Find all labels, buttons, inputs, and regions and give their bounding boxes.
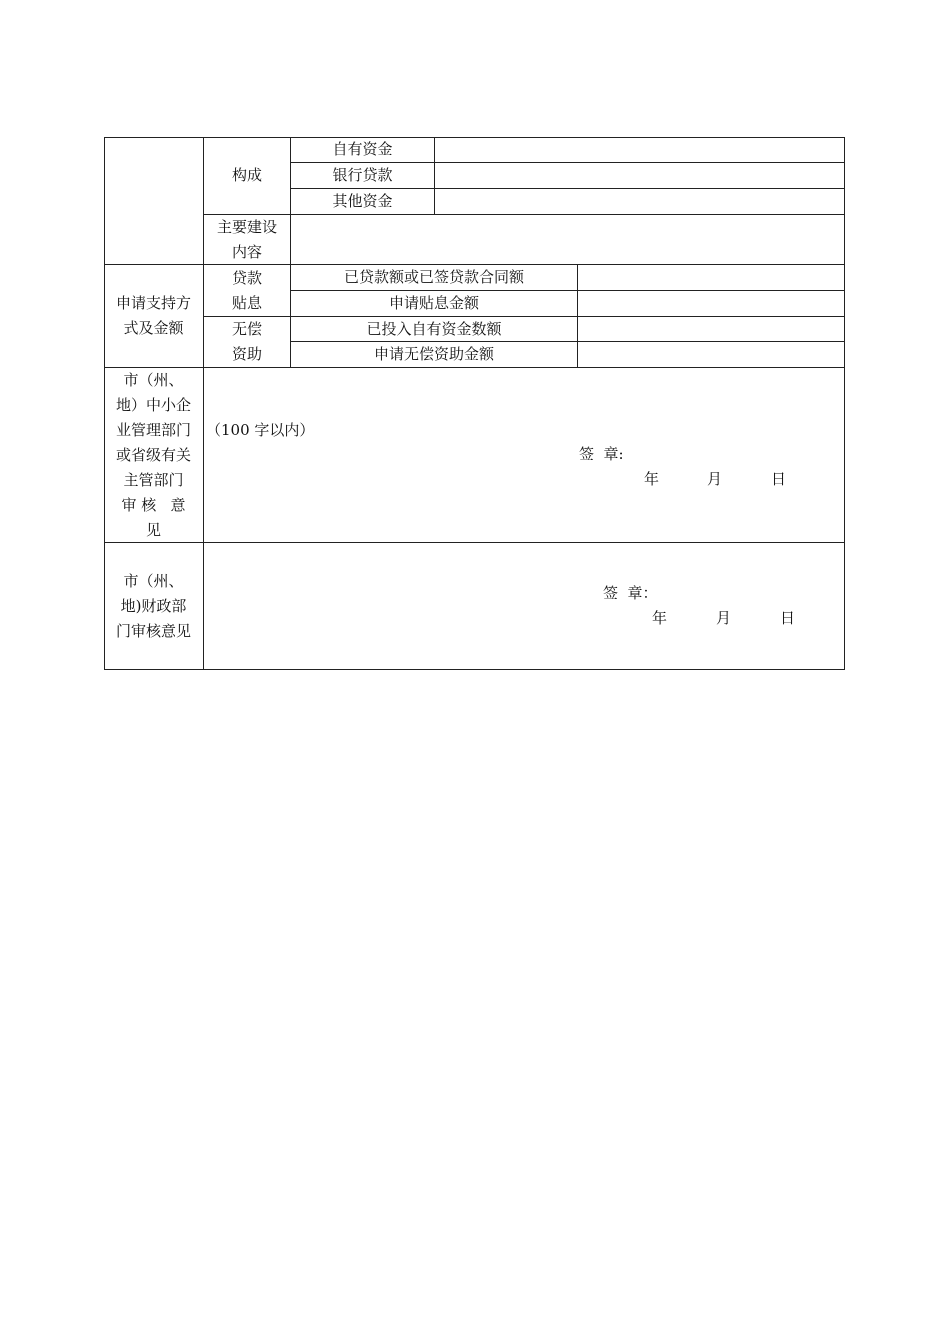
free-grant-label [204,317,290,367]
finance-review-day: 日 [780,609,796,627]
dept-review-label-line: 见 [145,520,161,539]
dept-review-year: 年 [644,470,660,488]
main-content-label-line2: 内容 [231,242,262,261]
main-content-label [204,215,290,264]
dept-review-label-line: 主管部门 [123,470,184,489]
main-content-value[interactable] [291,215,845,264]
free-grant-label-line2: 资助 [231,345,262,363]
dept-review-day: 日 [771,470,787,488]
finance-review-year: 年 [652,609,668,627]
finance-review-seal: 签 章： [603,584,658,602]
dept-review-label-line: 或省级有关 [115,445,191,464]
loan-subsidy-label-line2: 贴息 [231,293,262,312]
support-method-label-line1: 申请支持方 [115,294,191,312]
invested-funds-label: 已投入自有资金数额 [366,319,502,338]
free-grant-label-line1: 无偿 [231,320,262,338]
dept-review-opinion-field[interactable] [204,368,845,542]
loaned-amount-label: 已贷款额或已签贷款合同额 [343,268,524,286]
finance-review-label-line: 门审核意见 [115,622,191,640]
finance-review-opinion-field[interactable] [204,543,845,670]
support-method-label [104,265,203,367]
dept-review-label [104,368,203,542]
subsidy-amount-value[interactable] [578,291,845,316]
subsidy-amount-label: 申请贴息金额 [388,294,479,312]
loan-subsidy-label-line1: 贷款 [231,268,262,287]
finance-review-label-line: 市（州、 [123,572,184,590]
dept-review-seal: 签 章: [579,445,624,463]
invested-funds-value[interactable] [578,317,845,341]
support-method-label-line2: 式及金额 [123,319,184,337]
bank-loan-value[interactable] [435,163,845,188]
dept-review-label-line: 业管理部门 [115,420,191,439]
own-funds-value[interactable] [435,137,845,162]
other-funds-value[interactable] [435,189,845,214]
loaned-amount-value[interactable] [578,265,845,290]
bank-loan-label: 银行贷款 [332,166,393,184]
dept-review-label-line: 审 核 意 [121,495,186,514]
dept-review-label-line: 地）中小企 [115,395,191,414]
grant-amount-value[interactable] [578,342,845,367]
finance-review-month: 月 [716,609,732,627]
main-content-label-line1: 主要建设 [216,217,277,236]
other-funds-label: 其他资金 [332,192,393,210]
grant-amount-label: 申请无偿资助金额 [373,345,494,363]
dept-review-label-line: 市（州、 [123,370,184,389]
dept-review-note: （100 字以内） [206,421,315,439]
finance-review-label [104,543,203,670]
own-funds-label: 自有资金 [332,140,393,158]
finance-review-label-line: 地)财政部 [120,597,187,615]
dept-review-month: 月 [707,470,723,488]
loan-subsidy-label [204,265,290,316]
composition-label: 构成 [231,166,262,184]
